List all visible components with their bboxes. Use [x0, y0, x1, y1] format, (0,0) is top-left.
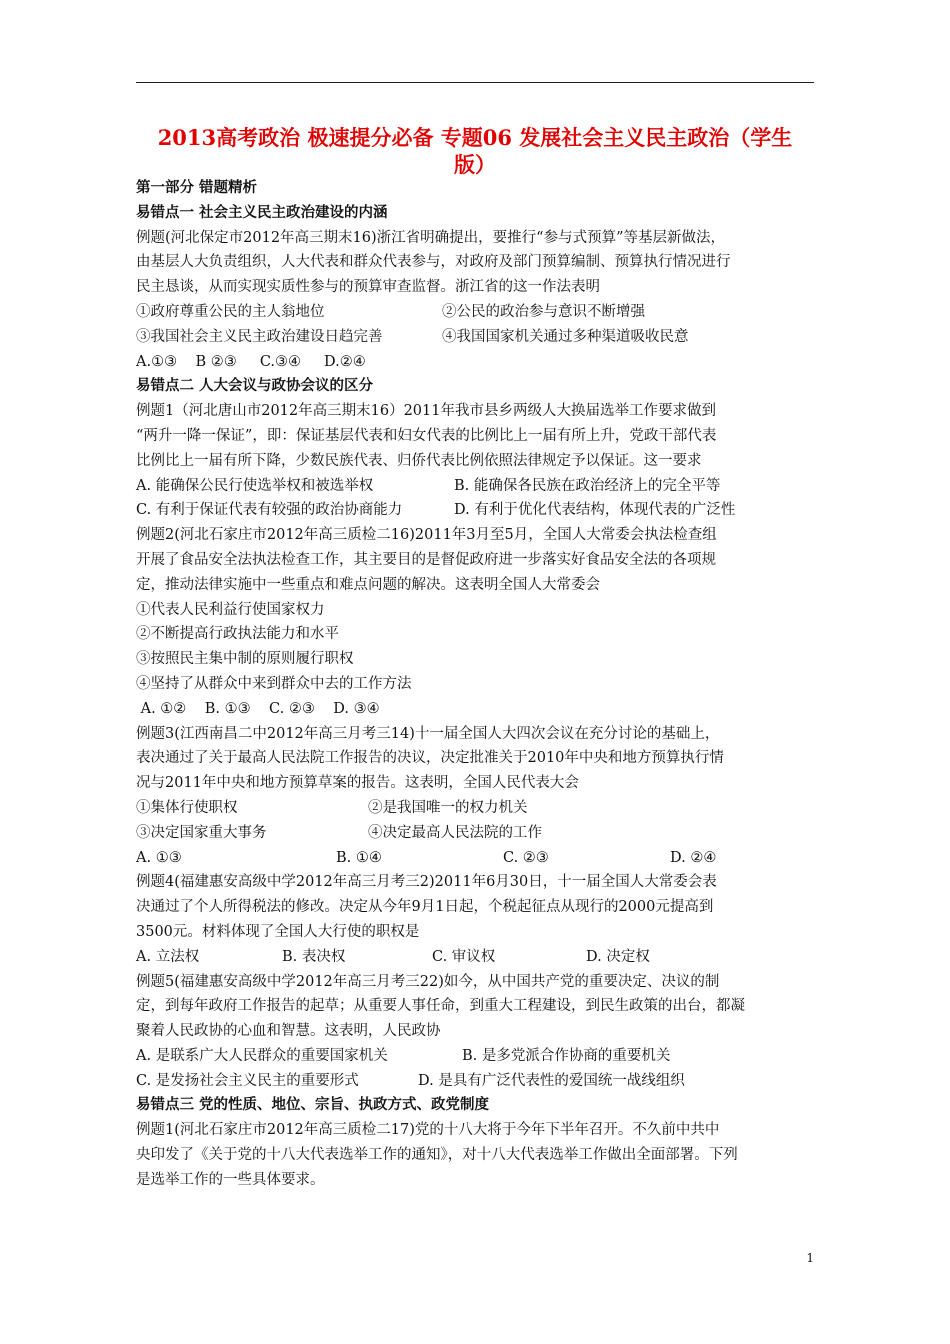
option: B. 是多党派合作协商的重要机关 [462, 1047, 671, 1064]
question-text: 比例比上一届有所下降，少数民族代表、归侨代表比例依照法律规定予以保证。这一要求 [136, 452, 702, 469]
answer-choices [136, 846, 816, 871]
option-row [136, 474, 816, 499]
option: ③按照民主集中制的原则履行职权 [136, 651, 354, 668]
option-row [136, 300, 816, 325]
question-text: 例题5(福建惠安高级中学2012年高三月考三22)如今，从中国共产党的重要决定、决议的制 [136, 973, 720, 990]
option: A. 是联系广大人民群众的重要国家机关 [136, 1047, 388, 1064]
option: ②是我国唯一的权力机关 [368, 799, 528, 816]
option: ②公民的政治参与意识不断增强 [442, 303, 645, 320]
section-heading-3: 易错点三 党的性质、地位、宗旨、执政方式、政党制度 [136, 1096, 490, 1114]
header-rule [136, 82, 814, 83]
part-heading: 第一部分 错题精析 [136, 179, 258, 196]
page-number: 1 [806, 1251, 814, 1265]
question-text: 例题1（河北唐山市2012年高三期末16）2011年我市县乡两级人大换届选举工作要求做到 [136, 403, 716, 420]
option-row [136, 325, 816, 350]
question-text: 况与2011年中央和地方预算草案的报告。这表明，全国人民代表大会 [136, 775, 579, 792]
option: ③决定国家重大事务 [136, 824, 267, 841]
choice: A. ①③ [136, 849, 182, 866]
option: C. 是发扬社会主义民主的重要形式 [136, 1072, 359, 1089]
option: D. 有利于优化代表结构，体现代表的广泛性 [454, 502, 736, 519]
answer-choices: A.①③ B ②③ C.③④ D.②④ [136, 353, 366, 370]
document-body [136, 176, 816, 1193]
option: ③我国社会主义民主政治建设日趋完善 [136, 328, 383, 345]
option-row [136, 498, 816, 523]
answer-choices: A. ①② B. ①③ C. ②③ D. ③④ [136, 700, 380, 717]
question-text: 表决通过了关于最高人民法院工作报告的决议，决定批准关于2010年中央和地方预算执行情 [136, 750, 724, 767]
option: ①代表人民利益行使国家权力 [136, 601, 325, 618]
question-text: 聚着人民政协的心血和智慧。这表明，人民政协 [136, 1023, 441, 1040]
question-text: 定，推动法律实施中一些重点和难点问题的解决。这表明全国人大常委会 [136, 576, 600, 593]
option-row [136, 1044, 816, 1069]
question-text: 由基层人大负责组织，人大代表和群众代表参与，对政府及部门预算编制、预算执行情况进行 [136, 254, 731, 271]
option: ①政府尊重公民的主人翁地位 [136, 303, 325, 320]
page-title [136, 124, 814, 178]
title-line-1: 2013高考政治 极速提分必备 专题06 发展社会主义民主政治（学生 [157, 125, 793, 150]
option: C. 有利于保证代表有较强的政治协商能力 [136, 502, 403, 519]
option-row [136, 796, 816, 821]
question-text: 定，到每年政府工作报告的起草；从重要人事任命，到重大工程建设，到民生政策的出台，都凝 [136, 998, 745, 1015]
choice: A. 立法权 [136, 948, 200, 965]
question-text: 民主恳谈，从而实现实质性参与的预算审查监督。浙江省的这一作法表明 [136, 279, 600, 296]
option: ④我国国家机关通过多种渠道吸收民意 [442, 328, 689, 345]
question-text: 开展了食品安全法执法检查工作，其主要目的是督促政府进一步落实好食品安全法的各项规 [136, 551, 716, 568]
section-heading-2: 易错点二 人大会议与政协会议的区分 [136, 377, 374, 395]
option: ①集体行使职权 [136, 799, 238, 816]
choice: B. 表决权 [282, 948, 346, 965]
option-row [136, 821, 816, 846]
title-line-2: 版） [454, 152, 496, 177]
question-text: 例题4(福建惠安高级中学2012年高三月考三2)2011年6月30日，十一届全国人大常委会表 [136, 874, 717, 891]
answer-choices [136, 945, 816, 970]
question-text: 3500元。材料体现了全国人大行使的职权是 [136, 923, 420, 940]
choice: C. ②③ [503, 849, 549, 866]
option: ④决定最高人民法院的工作 [368, 824, 542, 841]
option-row [136, 1069, 816, 1094]
question-text: 央印发了《关于党的十八大代表选举工作的通知》，对十八大代表选举工作做出全面部署。下列 [136, 1147, 738, 1164]
question-text: 是选举工作的一些具体要求。 [136, 1171, 325, 1188]
choice: D. 决定权 [586, 948, 650, 965]
question-text: 例题1(河北石家庄市2012年高三质检二17)党的十八大将于今年下半年召开。不久前中共中 [136, 1122, 720, 1139]
choice: B. ①④ [336, 849, 382, 866]
choice: C. 审议权 [432, 948, 496, 965]
section-heading-1: 易错点一 社会主义民主政治建设的内涵 [136, 203, 388, 221]
option: A. 能确保公民行使选举权和被选举权 [136, 477, 374, 494]
question-text: “两升一降一保证”，即：保证基层代表和妇女代表的比例比上一届有所上升，党政干部代表 [136, 427, 717, 444]
question-text: 例题(河北保定市2012年高三期末16)浙江省明确提出，要推行“参与式预算”等基层新做法， [136, 229, 725, 246]
option: B. 能确保各民族在政治经济上的完全平等 [454, 477, 721, 494]
question-text: 决通过了个人所得税法的修改。决定从今年9月1日起，个税起征点从现行的2000元提高到 [136, 899, 714, 916]
question-text: 例题3(江西南昌二中2012年高三月考三14)十一届全国人大四次会议在充分讨论的基础上， [136, 725, 720, 742]
option: ②不断提高行政执法能力和水平 [136, 626, 339, 643]
choice: D. ②④ [670, 849, 717, 866]
option: ④坚持了从群众中来到群众中去的工作方法 [136, 675, 412, 692]
question-text: 例题2(河北石家庄市2012年高三质检二16)2011年3月至5月，全国人大常委会执法检查组 [136, 527, 717, 544]
option: D. 是具有广泛代表性的爱国统一战线组织 [418, 1072, 685, 1089]
